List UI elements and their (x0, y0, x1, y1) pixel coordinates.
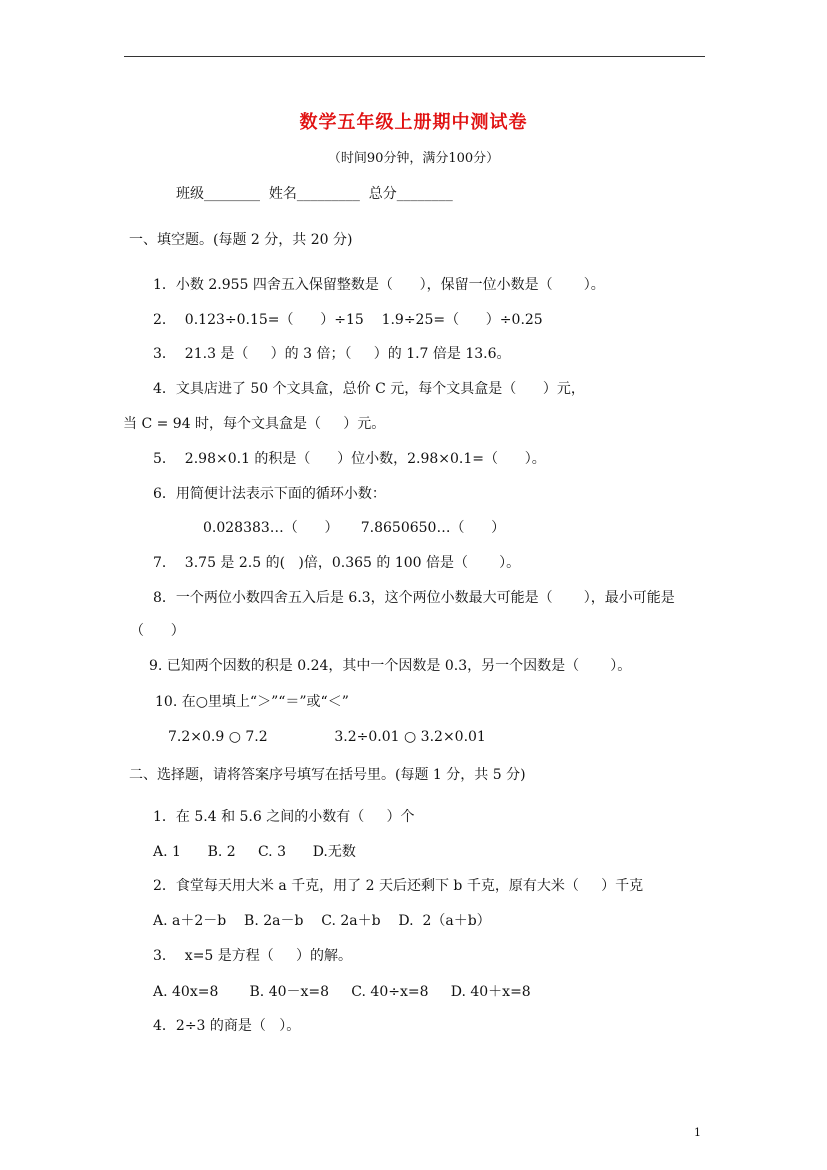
question-line: 1．在 5.4 和 5.6 之间的小数有（ ）个 (153, 809, 415, 825)
page-title: 数学五年级上册期中测试卷 (299, 112, 528, 133)
question-line: A. 40x=8 B. 40－x=8 C. 40÷x=8 D. 40＋x=8 (153, 984, 531, 1000)
question-line: 2．食堂每天用大米 a 千克，用了 2 天后还剩下 b 千克，原有大米（ ）千克 (153, 878, 644, 894)
section-heading-fill-in: 一、填空题。(每题 2 分，共 20 分) (129, 232, 353, 248)
question-line: 2． 0.123÷0.15=（ ）÷15 1.9÷25=（ ）÷0.25 (153, 312, 543, 328)
student-info-line: 班级________ 姓名_________ 总分________ (176, 186, 453, 202)
question-line: 7.2×0.9 ○ 7.2 3.2÷0.01 ○ 3.2×0.01 (168, 729, 486, 745)
question-line: A. a＋2－b B. 2a－b C. 2a＋b D. 2（a＋b） (153, 913, 491, 929)
question-line: 4．2÷3 的商是（ ）。 (153, 1018, 301, 1034)
question-line: 0.028383…（ ） 7.8650650…（ ） (203, 520, 506, 536)
question-line: 3． x=5 是方程（ ）的解。 (153, 948, 353, 964)
question-line: 7． 3.75 是 2.5 的( )倍，0.365 的 100 倍是（ ）。 (153, 555, 521, 571)
question-line: （ ） (130, 623, 185, 639)
question-line: 9. 已知两个因数的积是 0.24，其中一个因数是 0.3，另一个因数是（ ）。 (149, 658, 632, 674)
question-line: 3． 21.3 是（ ）的 3 倍；（ ）的 1.7 倍是 13.6。 (153, 346, 511, 362)
section-heading-choice: 二、选择题，请将答案序号填写在括号里。(每题 1 分，共 5 分) (129, 767, 526, 783)
header-rule (124, 56, 705, 57)
question-line: 1．小数 2.955 四舍五入保留整数是（ ），保留一位小数是（ ）。 (153, 277, 605, 293)
question-line: 6．用简便计法表示下面的循环小数： (153, 486, 386, 502)
question-line: 4．文具店进了 50 个文具盒，总价 C 元，每个文具盒是（ ）元， (153, 381, 585, 397)
question-line: 8．一个两位小数四舍五入后是 6.3，这个两位小数最大可能是（ ），最小可能是 (153, 590, 675, 606)
question-line: A. 1 B. 2 C. 3 D.无数 (153, 844, 356, 860)
page-number: 1 (694, 1126, 701, 1139)
question-line: 当 C = 94 时，每个文具盒是（ ）元。 (123, 416, 386, 432)
question-line: 10. 在○里填上“＞”“＝”或“＜” (155, 694, 349, 710)
question-line: 5． 2.98×0.1 的积是（ ）位小数，2.98×0.1=（ ）。 (153, 451, 546, 467)
page-subtitle: （时间90分钟，满分100分） (327, 151, 500, 166)
